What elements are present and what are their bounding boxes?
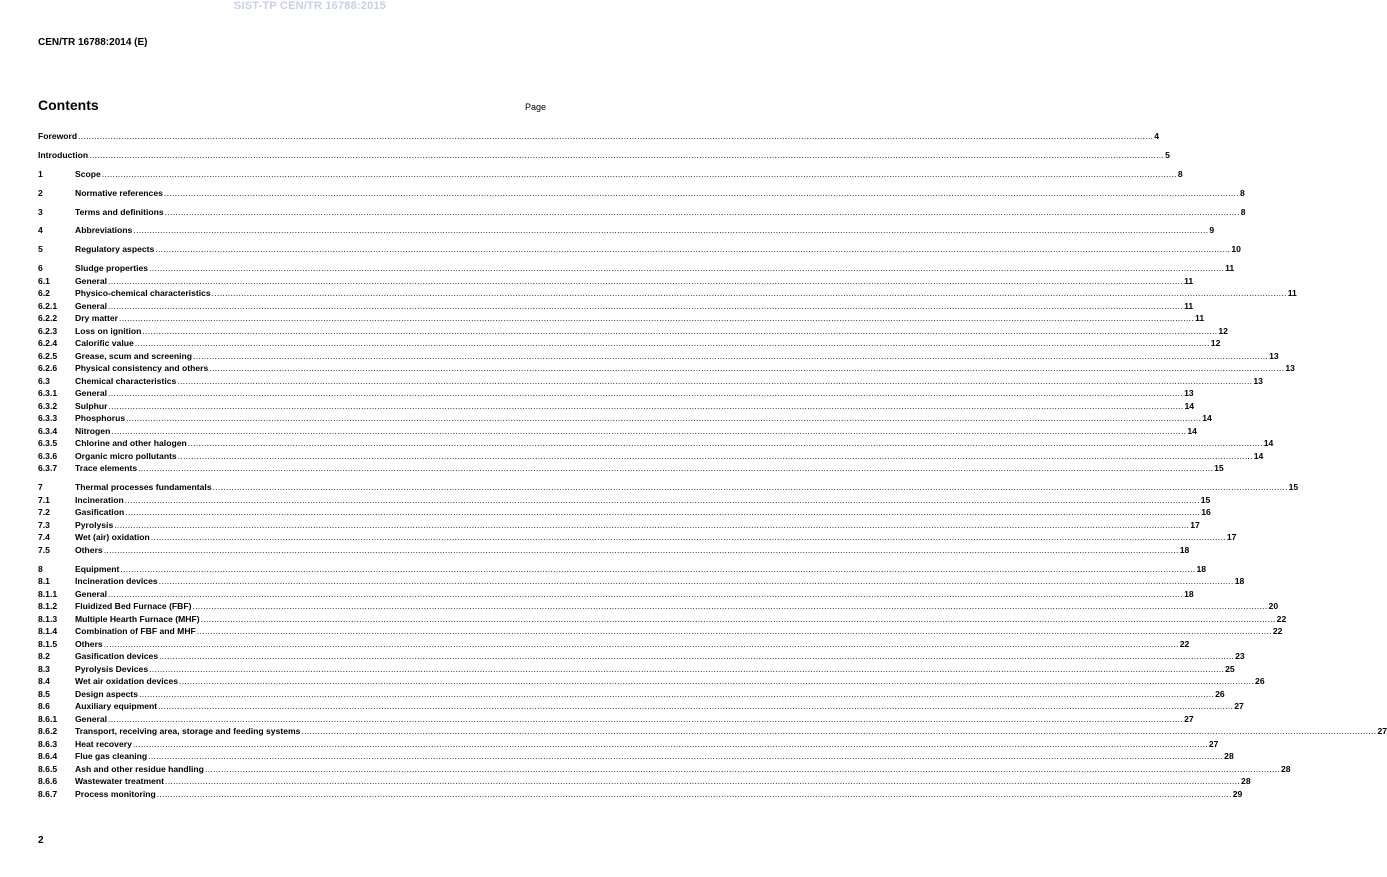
toc-dot-leader: ................................................................................................................................................................................................................................................................................................................................................................................................................ bbox=[211, 288, 1287, 299]
toc-entry-title: Scope bbox=[75, 168, 101, 179]
toc-entry-number: 7.3 bbox=[38, 519, 50, 530]
toc-entry-title: Introduction bbox=[38, 149, 89, 160]
toc-entry[interactable] bbox=[38, 700, 1244, 713]
toc-entry[interactable] bbox=[38, 788, 1243, 801]
toc-entry[interactable] bbox=[38, 275, 1194, 288]
toc-dot-leader: ................................................................................................................................................................................................................................................................................................................................................................................................................ bbox=[158, 701, 1234, 712]
toc-entry-title: Wet (air) oxidation bbox=[75, 532, 150, 543]
toc-entry-number: 6.2.1 bbox=[38, 300, 58, 311]
toc-entry[interactable] bbox=[38, 387, 1194, 400]
toc-entry[interactable] bbox=[38, 588, 1194, 601]
toc-entry-page: 22 bbox=[1272, 626, 1283, 637]
toc-dot-leader: ................................................................................................................................................................................................................................................................................................................................................................................................................ bbox=[89, 149, 1165, 160]
toc-entry-title: Process monitoring bbox=[75, 788, 156, 799]
toc-entry[interactable] bbox=[38, 187, 1245, 200]
toc-dot-leader: ................................................................................................................................................................................................................................................................................................................................................................................................................ bbox=[103, 638, 1179, 649]
toc-entry-page: 11 bbox=[1184, 275, 1194, 286]
toc-entry-title: Ash and other residue handling bbox=[75, 763, 204, 774]
toc-entry[interactable] bbox=[38, 519, 1200, 532]
toc-entry-number: 8.6.7 bbox=[38, 788, 58, 799]
toc-entry-number: 2 bbox=[38, 187, 43, 198]
toc-entry-page: 18 bbox=[1234, 576, 1245, 587]
toc-entry-page: 14 bbox=[1184, 400, 1195, 411]
toc-entry[interactable] bbox=[38, 650, 1245, 663]
toc-dot-leader: ................................................................................................................................................................................................................................................................................................................................................................................................................ bbox=[119, 313, 1195, 324]
toc-dot-leader: ................................................................................................................................................................................................................................................................................................................................................................................................................ bbox=[138, 463, 1214, 474]
toc-dot-leader: ................................................................................................................................................................................................................................................................................................................................................................................................................ bbox=[103, 544, 1179, 555]
toc-entry[interactable] bbox=[38, 400, 1195, 413]
toc-dot-leader: ................................................................................................................................................................................................................................................................................................................................................................................................................ bbox=[149, 663, 1225, 674]
toc-entry-number: 8.3 bbox=[38, 663, 50, 674]
toc-entry-number: 8.1.3 bbox=[38, 613, 58, 624]
toc-entry[interactable] bbox=[38, 544, 1190, 557]
toc-entry-title: Phosphorus bbox=[75, 413, 126, 424]
toc-entry-page: 26 bbox=[1255, 676, 1265, 687]
toc-entry-page: 12 bbox=[1218, 325, 1228, 336]
toc-entry[interactable] bbox=[38, 563, 1207, 576]
toc-entry-title: Incineration bbox=[75, 494, 124, 505]
toc-entry[interactable] bbox=[38, 638, 1190, 651]
toc-dot-leader: ................................................................................................................................................................................................................................................................................................................................................................................................................ bbox=[126, 413, 1202, 424]
toc-entry-number: 6.3.3 bbox=[38, 413, 58, 424]
toc-entry-title: Transport, receiving area, storage and feeding systems bbox=[75, 726, 301, 737]
toc-entry-title: Auxiliary equipment bbox=[75, 701, 158, 712]
toc-entry-title: General bbox=[75, 300, 108, 311]
toc-entry[interactable] bbox=[38, 613, 1287, 626]
toc-entry-number: 8.1.1 bbox=[38, 588, 58, 599]
toc-dot-leader: ................................................................................................................................................................................................................................................................................................................................................................................................................ bbox=[177, 450, 1253, 461]
toc-dot-leader: ................................................................................................................................................................................................................................................................................................................................................................................................................ bbox=[133, 225, 1209, 236]
toc-entry-title: Equipment bbox=[75, 563, 120, 574]
toc-dot-leader: ................................................................................................................................................................................................................................................................................................................................................................................................................ bbox=[108, 588, 1184, 599]
toc-entry-page: 10 bbox=[1231, 244, 1241, 255]
toc-entry[interactable] bbox=[38, 130, 1159, 143]
toc-entry[interactable] bbox=[38, 575, 1245, 588]
toc-entry-number: 8.2 bbox=[38, 651, 50, 662]
toc-entry-title: Physical consistency and others bbox=[75, 363, 209, 374]
toc-entry-title: Chlorine and other halogen bbox=[75, 438, 187, 449]
toc-entry-page: 13 bbox=[1184, 388, 1194, 399]
toc-entry-number: 6.2.3 bbox=[38, 325, 58, 336]
toc-dot-leader: ................................................................................................................................................................................................................................................................................................................................................................................................................ bbox=[196, 626, 1272, 637]
toc-entry[interactable] bbox=[38, 494, 1211, 507]
toc-dot-leader: ................................................................................................................................................................................................................................................................................................................................................................................................................ bbox=[150, 532, 1226, 543]
toc-entry[interactable] bbox=[38, 531, 1237, 544]
toc-entry-number: 6.3.7 bbox=[38, 463, 58, 474]
toc-entry-number: 6.2 bbox=[38, 288, 50, 299]
toc-entry[interactable] bbox=[38, 750, 1234, 763]
toc-dot-leader: ................................................................................................................................................................................................................................................................................................................................................................................................................ bbox=[192, 601, 1268, 612]
toc-entry-page: 27 bbox=[1184, 713, 1194, 724]
toc-entry-title: Sulphur bbox=[75, 400, 108, 411]
toc-dot-leader: ................................................................................................................................................................................................................................................................................................................................................................................................................ bbox=[108, 400, 1184, 411]
toc-entry-page: 27 bbox=[1234, 701, 1244, 712]
toc-entry-page: 14 bbox=[1202, 413, 1212, 424]
toc-entry-number: 4 bbox=[38, 225, 43, 236]
toc-dot-leader: ................................................................................................................................................................................................................................................................................................................................................................................................................ bbox=[164, 206, 1240, 217]
toc-entry[interactable] bbox=[38, 362, 1295, 375]
toc-entry-title: General bbox=[75, 588, 108, 599]
toc-entry-title: Gasification devices bbox=[75, 651, 159, 662]
toc-entry[interactable] bbox=[38, 312, 1205, 325]
toc-entry-number: 8.6.1 bbox=[38, 713, 58, 724]
toc-entry-title: Foreword bbox=[38, 131, 78, 141]
toc-entry-number: 8.6.5 bbox=[38, 763, 58, 774]
toc-entry-number: 6.3.1 bbox=[38, 388, 58, 399]
toc-dot-leader: ................................................................................................................................................................................................................................................................................................................................................................................................................ bbox=[163, 187, 1239, 198]
toc-entry-number: 6.1 bbox=[38, 275, 50, 286]
toc-dot-leader: ................................................................................................................................................................................................................................................................................................................................................................................................................ bbox=[148, 751, 1224, 762]
toc-entry-page: 13 bbox=[1253, 375, 1263, 386]
toc-entry-number: 7.4 bbox=[38, 532, 50, 543]
toc-entry-title: Trace elements bbox=[75, 463, 138, 474]
toc-entry-page: 14 bbox=[1253, 450, 1264, 461]
toc-entry-title: General bbox=[75, 713, 108, 724]
toc-entry[interactable] bbox=[38, 149, 1170, 162]
toc-entry-page: 11 bbox=[1195, 313, 1205, 324]
toc-entry-title: Physico-chemical characteristics bbox=[75, 288, 211, 299]
toc-entry-number: 8.4 bbox=[38, 676, 50, 687]
toc-dot-leader: ................................................................................................................................................................................................................................................................................................................................................................................................................ bbox=[108, 300, 1184, 311]
toc-entry-page: 11 bbox=[1184, 300, 1194, 311]
toc-entry[interactable] bbox=[38, 738, 1219, 751]
toc-entry-title: Terms and definitions bbox=[75, 206, 164, 217]
toc-entry[interactable] bbox=[38, 350, 1279, 363]
toc-entry-page: 13 bbox=[1269, 350, 1279, 361]
toc-entry-page: 17 bbox=[1226, 532, 1237, 543]
toc-entry-page: 29 bbox=[1232, 788, 1243, 799]
toc-entry-number: 6.2.2 bbox=[38, 313, 58, 324]
toc-entry[interactable] bbox=[38, 243, 1241, 256]
toc-entry-title: Normative references bbox=[75, 187, 163, 198]
toc-entry-page: 4 bbox=[1154, 131, 1159, 141]
toc-entry-page: 9 bbox=[1209, 225, 1215, 236]
toc-entry[interactable] bbox=[38, 481, 1299, 494]
toc-entry-number: 8.5 bbox=[38, 688, 50, 699]
toc-entry[interactable] bbox=[38, 763, 1291, 776]
toc-entry-title: General bbox=[75, 275, 108, 286]
footer-page-number: 2 bbox=[38, 835, 44, 846]
toc-dot-leader: ................................................................................................................................................................................................................................................................................................................................................................................................................ bbox=[142, 325, 1218, 336]
toc-dot-leader: ................................................................................................................................................................................................................................................................................................................................................................................................................ bbox=[108, 388, 1184, 399]
toc-entry[interactable] bbox=[38, 775, 1251, 788]
toc-entry-number: 8.6.6 bbox=[38, 776, 58, 787]
toc-entry[interactable] bbox=[38, 375, 1263, 388]
toc-entry-page: 8 bbox=[1177, 168, 1183, 179]
toc-entry-page: 14 bbox=[1187, 425, 1197, 436]
toc-entry-title: Calorific value bbox=[75, 338, 134, 349]
toc-entry-number: 1 bbox=[38, 168, 43, 179]
toc-entry-page: 11 bbox=[1225, 263, 1235, 274]
toc-dot-leader: ................................................................................................................................................................................................................................................................................................................................................................................................................ bbox=[120, 563, 1196, 574]
toc-entry-page: 8 bbox=[1239, 187, 1245, 198]
toc-entry-title: Combination of FBF and MHF bbox=[75, 626, 196, 637]
toc-entry[interactable] bbox=[38, 600, 1279, 613]
toc-dot-leader: ................................................................................................................................................................................................................................................................................................................................................................................................................ bbox=[200, 613, 1276, 624]
toc-entry-number: 6.3 bbox=[38, 375, 50, 386]
toc-entry-number: 6.2.6 bbox=[38, 363, 58, 374]
toc-dot-leader: ................................................................................................................................................................................................................................................................................................................................................................................................................ bbox=[149, 263, 1225, 274]
toc-entry-title: General bbox=[75, 388, 108, 399]
toc-entry-title: Dry matter bbox=[75, 313, 118, 324]
toc-entry[interactable] bbox=[38, 337, 1221, 350]
toc-entry[interactable] bbox=[38, 675, 1265, 688]
toc-entry-title: Gasification bbox=[75, 507, 125, 518]
toc-entry-title: Flue gas cleaning bbox=[75, 751, 148, 762]
toc-entry-title: Design aspects bbox=[75, 688, 139, 699]
toc-entry-title: Sludge properties bbox=[75, 263, 149, 274]
toc-entry-number: 6.3.4 bbox=[38, 425, 58, 436]
toc-entry-title: Pyrolysis Devices bbox=[75, 663, 149, 674]
toc-entry[interactable] bbox=[38, 300, 1194, 313]
toc-entry-page: 12 bbox=[1210, 338, 1221, 349]
toc-entry-title: Multiple Hearth Furnace (MHF) bbox=[75, 613, 200, 624]
toc-dot-leader: ................................................................................................................................................................................................................................................................................................................................................................................................................ bbox=[179, 676, 1255, 687]
toc-entry[interactable] bbox=[38, 713, 1194, 726]
toc-entry-title: Regulatory aspects bbox=[75, 244, 155, 255]
toc-dot-leader: ................................................................................................................................................................................................................................................................................................................................................................................................................ bbox=[101, 168, 1177, 179]
toc-entry[interactable] bbox=[38, 168, 1183, 181]
toc-entry-page: 17 bbox=[1190, 519, 1200, 530]
toc-entry-number: 7.2 bbox=[38, 507, 50, 518]
toc-entry-title: Heat recovery bbox=[75, 738, 132, 749]
toc-entry[interactable] bbox=[38, 325, 1228, 338]
toc-dot-leader: ................................................................................................................................................................................................................................................................................................................................................................................................................ bbox=[209, 363, 1285, 374]
toc-dot-leader: ................................................................................................................................................................................................................................................................................................................................................................................................................ bbox=[108, 275, 1184, 286]
toc-entry-title: Others bbox=[75, 638, 103, 649]
toc-entry-page: 5 bbox=[1165, 149, 1170, 160]
toc-entry-page: 22 bbox=[1179, 638, 1190, 649]
toc-entry-number: 8.6.2 bbox=[38, 726, 58, 737]
toc-dot-leader: ................................................................................................................................................................................................................................................................................................................................................................................................................ bbox=[204, 763, 1280, 774]
toc-entry-title: Thermal processes fundamentals bbox=[75, 482, 212, 493]
toc-dot-leader: ................................................................................................................................................................................................................................................................................................................................................................................................................ bbox=[301, 726, 1377, 737]
toc-entry-number: 7 bbox=[38, 482, 43, 493]
toc-entry-page: 14 bbox=[1263, 438, 1274, 449]
toc-entry[interactable] bbox=[38, 425, 1197, 438]
toc-entry-page: 28 bbox=[1280, 763, 1291, 774]
toc-entry[interactable] bbox=[38, 663, 1235, 676]
toc-dot-leader: ................................................................................................................................................................................................................................................................................................................................................................................................................ bbox=[187, 438, 1263, 449]
toc-entry-title: Others bbox=[75, 544, 103, 555]
toc-entry[interactable] bbox=[38, 224, 1215, 237]
toc-dot-leader: ................................................................................................................................................................................................................................................................................................................................................................................................................ bbox=[78, 131, 1154, 141]
toc-entry-title: Chemical characteristics bbox=[75, 375, 177, 386]
toc-entry-title: Abbreviations bbox=[75, 225, 133, 236]
toc-entry-page: 15 bbox=[1288, 482, 1299, 493]
toc-entry-number: 8.1.5 bbox=[38, 638, 58, 649]
toc-entry[interactable] bbox=[38, 206, 1246, 219]
toc-entry-page: 11 bbox=[1287, 288, 1297, 299]
toc-dot-leader: ................................................................................................................................................................................................................................................................................................................................................................................................................ bbox=[158, 576, 1234, 587]
toc-dot-leader: ................................................................................................................................................................................................................................................................................................................................................................................................................ bbox=[124, 494, 1200, 505]
toc-dot-leader: ................................................................................................................................................................................................................................................................................................................................................................................................................ bbox=[193, 350, 1269, 361]
toc-dot-leader: ................................................................................................................................................................................................................................................................................................................................................................................................................ bbox=[134, 338, 1210, 349]
toc-dot-leader: ................................................................................................................................................................................................................................................................................................................................................................................................................ bbox=[108, 713, 1184, 724]
table-of-contents bbox=[38, 130, 1387, 800]
toc-dot-leader: ................................................................................................................................................................................................................................................................................................................................................................................................................ bbox=[212, 482, 1288, 493]
toc-entry-title: Loss on ignition bbox=[75, 325, 142, 336]
toc-entry-page: 8 bbox=[1240, 206, 1246, 217]
toc-entry-page: 18 bbox=[1179, 544, 1190, 555]
toc-entry-page: 13 bbox=[1285, 363, 1295, 374]
toc-entry[interactable] bbox=[38, 287, 1297, 300]
toc-dot-leader: ................................................................................................................................................................................................................................................................................................................................................................................................................ bbox=[114, 519, 1190, 530]
toc-entry-title: Nitrogen bbox=[75, 425, 111, 436]
toc-entry-number: 5 bbox=[38, 244, 43, 255]
toc-entry-page: 23 bbox=[1235, 651, 1245, 662]
toc-entry[interactable] bbox=[38, 412, 1212, 425]
toc-entry-page: 20 bbox=[1268, 601, 1279, 612]
toc-entry-page: 22 bbox=[1276, 613, 1287, 624]
toc-entry-page: 18 bbox=[1184, 588, 1194, 599]
toc-dot-leader: ................................................................................................................................................................................................................................................................................................................................................................................................................ bbox=[156, 788, 1232, 799]
toc-entry[interactable] bbox=[38, 437, 1274, 450]
toc-entry-number: 8.1 bbox=[38, 576, 50, 587]
toc-entry-number: 6.2.4 bbox=[38, 338, 58, 349]
toc-entry[interactable] bbox=[38, 688, 1225, 701]
toc-dot-leader: ................................................................................................................................................................................................................................................................................................................................................................................................................ bbox=[132, 738, 1208, 749]
toc-entry[interactable] bbox=[38, 506, 1211, 519]
toc-entry-number: 6.3.5 bbox=[38, 438, 58, 449]
toc-entry-number: 8.6.4 bbox=[38, 751, 58, 762]
toc-entry-number: 8 bbox=[38, 563, 43, 574]
toc-dot-leader: ................................................................................................................................................................................................................................................................................................................................................................................................................ bbox=[165, 776, 1241, 787]
toc-entry-page: 27 bbox=[1208, 738, 1219, 749]
toc-entry-number: 8.1.4 bbox=[38, 626, 58, 637]
toc-entry-title: Wastewater treatment bbox=[75, 776, 164, 787]
toc-entry-title: Grease, scum and screening bbox=[75, 350, 193, 361]
toc-entry-number: 8.6 bbox=[38, 701, 50, 712]
toc-entry[interactable] bbox=[38, 462, 1224, 475]
watermark: SIST-TP CEN/TR 16788:2015 bbox=[233, 0, 387, 12]
toc-entry[interactable] bbox=[38, 262, 1235, 275]
toc-entry-number: 6.2.5 bbox=[38, 350, 58, 361]
toc-entry-page: 26 bbox=[1215, 688, 1225, 699]
toc-entry-page: 16 bbox=[1201, 507, 1211, 518]
toc-entry-page: 28 bbox=[1224, 751, 1234, 762]
page-column-label: Page bbox=[524, 102, 546, 112]
toc-dot-leader: ................................................................................................................................................................................................................................................................................................................................................................................................................ bbox=[139, 688, 1215, 699]
toc-dot-leader: ................................................................................................................................................................................................................................................................................................................................................................................................................ bbox=[159, 651, 1235, 662]
toc-entry-number: 7.1 bbox=[38, 494, 50, 505]
toc-entry-title: Fluidized Bed Furnace (FBF) bbox=[75, 601, 192, 612]
toc-entry[interactable] bbox=[38, 725, 1387, 738]
toc-entry[interactable] bbox=[38, 625, 1283, 638]
toc-dot-leader: ................................................................................................................................................................................................................................................................................................................................................................................................................ bbox=[155, 244, 1231, 255]
toc-entry-number: 3 bbox=[38, 206, 43, 217]
toc-entry-title: Wet air oxidation devices bbox=[75, 676, 178, 687]
toc-dot-leader: ................................................................................................................................................................................................................................................................................................................................................................................................................ bbox=[177, 375, 1253, 386]
toc-entry-title: Pyrolysis bbox=[75, 519, 114, 530]
toc-entry-page: 27 bbox=[1377, 726, 1387, 737]
toc-entry-number: 7.5 bbox=[38, 544, 50, 555]
toc-entry-page: 15 bbox=[1200, 494, 1211, 505]
toc-entry[interactable] bbox=[38, 450, 1264, 463]
toc-entry-number: 8.1.2 bbox=[38, 601, 58, 612]
toc-entry-page: 28 bbox=[1241, 776, 1251, 787]
toc-entry-number: 8.6.3 bbox=[38, 738, 58, 749]
toc-entry-page: 25 bbox=[1225, 663, 1235, 674]
page-title: Contents bbox=[38, 97, 99, 113]
toc-dot-leader: ................................................................................................................................................................................................................................................................................................................................................................................................................ bbox=[111, 425, 1187, 436]
toc-dot-leader: ................................................................................................................................................................................................................................................................................................................................................................................................................ bbox=[125, 507, 1201, 518]
toc-entry-page: 15 bbox=[1214, 463, 1224, 474]
toc-entry-number: 6.3.2 bbox=[38, 400, 58, 411]
toc-entry-number: 6.3.6 bbox=[38, 450, 58, 461]
toc-entry-number: 6 bbox=[38, 263, 43, 274]
toc-entry-page: 18 bbox=[1196, 563, 1207, 574]
document-id: CEN/TR 16788:2014 (E) bbox=[38, 37, 148, 48]
toc-entry-title: Organic micro pollutants bbox=[75, 450, 177, 461]
toc-entry-title: Incineration devices bbox=[75, 576, 158, 587]
